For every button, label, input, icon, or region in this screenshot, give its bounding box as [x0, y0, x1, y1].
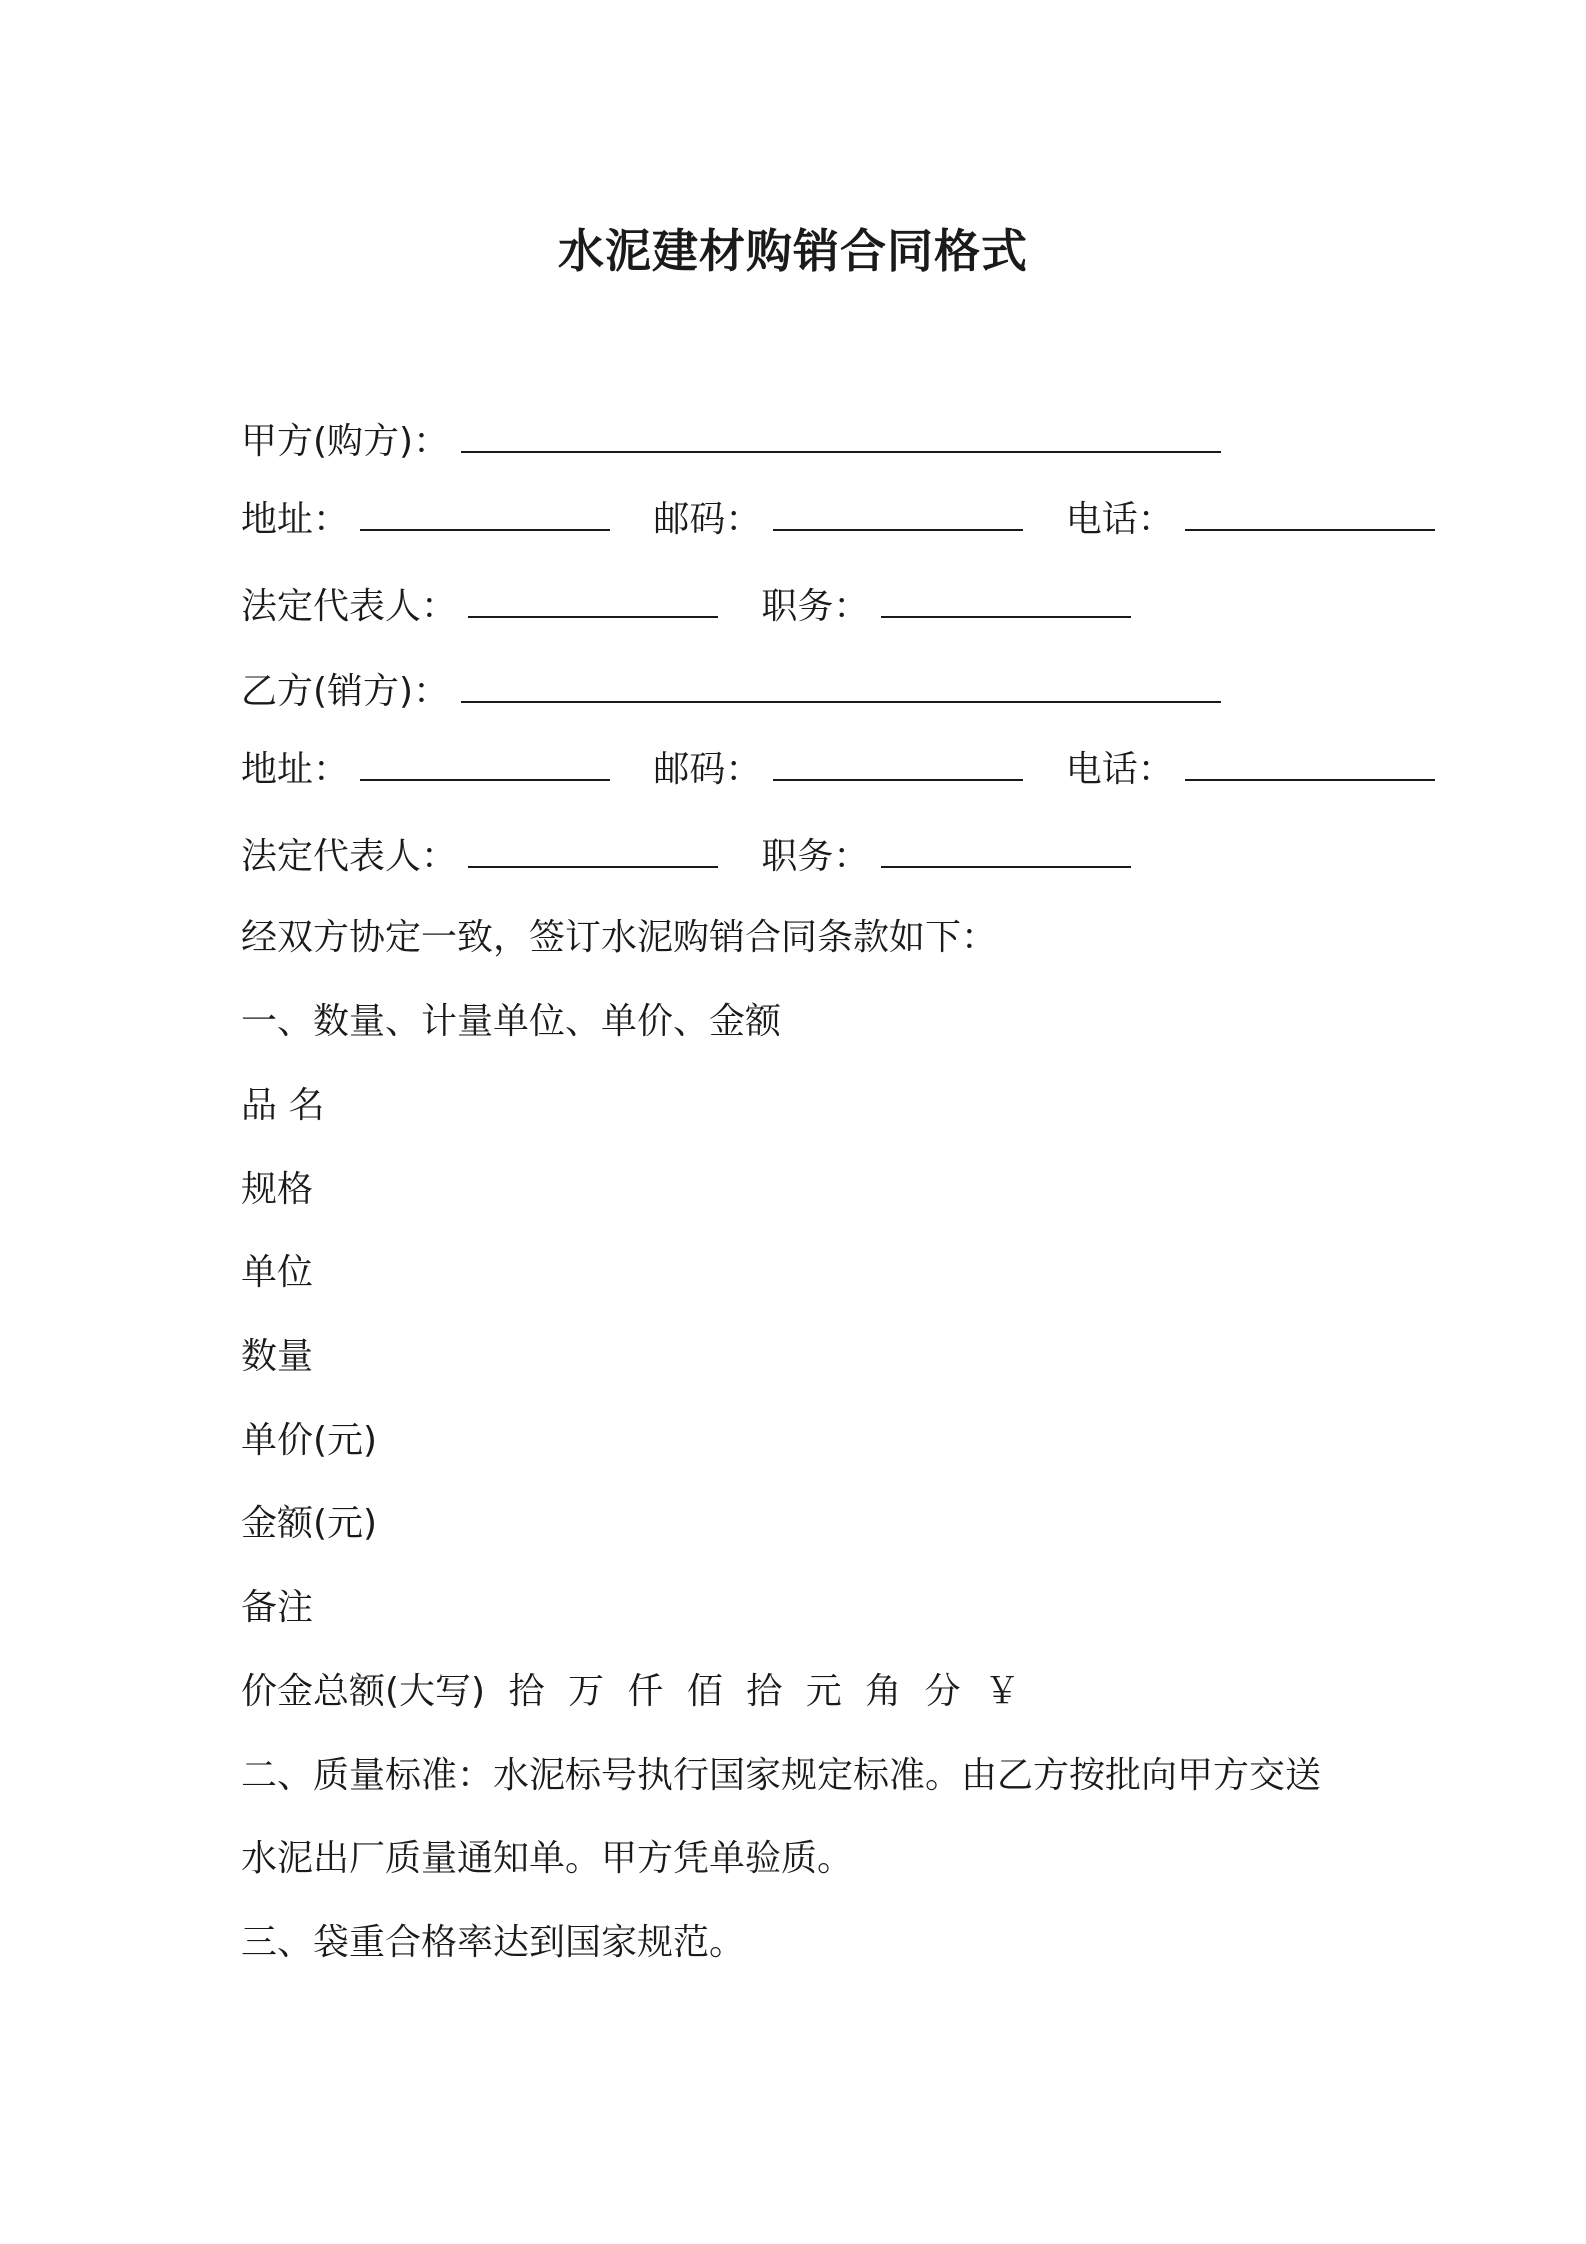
party-b-postcode-label: 邮码：	[653, 749, 762, 790]
party-a-address-blank[interactable]	[360, 499, 610, 531]
intro-text: 经双方协定一致，签订水泥购销合同条款如下：	[241, 917, 998, 958]
section3-text: 三、袋重合格率达到国家规范。	[241, 1922, 746, 1963]
party-b-line	[241, 668, 1221, 716]
item-remark: 备注	[241, 1587, 314, 1628]
party-b-position-label: 职务：	[761, 836, 870, 877]
section2-line-2: 水泥出厂质量通知单。甲方凭单验质。	[241, 1838, 854, 1879]
party-a-label: 甲方(购方)：	[241, 421, 450, 462]
item-quantity: 数量	[241, 1336, 314, 1377]
document-title: 水泥建材购销合同格式	[558, 224, 1028, 278]
party-a-phone-blank[interactable]	[1185, 499, 1435, 531]
party-a-rep-line	[241, 583, 1131, 631]
party-b-rep-line	[241, 833, 1131, 881]
party-b-address-label: 地址：	[241, 749, 350, 790]
total-amount-line: 价金总额(大写) 拾 万 仟 佰 拾 元 角 分 ￥	[241, 1671, 1021, 1712]
item-spec: 规格	[241, 1169, 314, 1210]
item-unit: 单位	[241, 1252, 314, 1293]
party-b-legal-rep-label: 法定代表人：	[241, 836, 458, 877]
party-b-position-blank[interactable]	[881, 836, 1131, 868]
party-a-contact-line	[241, 496, 1435, 544]
party-b-legal-rep-blank[interactable]	[468, 836, 718, 868]
section1-heading: 一、数量、计量单位、单价、金额	[241, 1001, 782, 1042]
party-b-contact-line	[241, 746, 1435, 794]
party-b-phone-blank[interactable]	[1185, 749, 1435, 781]
party-a-position-label: 职务：	[761, 586, 870, 627]
party-b-address-blank[interactable]	[360, 749, 610, 781]
party-b-phone-label: 电话：	[1065, 749, 1174, 790]
party-a-phone-label: 电话：	[1065, 499, 1174, 540]
item-product-name: 品 名	[241, 1085, 325, 1126]
party-a-postcode-label: 邮码：	[653, 499, 762, 540]
party-a-legal-rep-blank[interactable]	[468, 586, 718, 618]
party-a-postcode-blank[interactable]	[773, 499, 1023, 531]
party-a-blank[interactable]	[461, 421, 1221, 453]
party-a-legal-rep-label: 法定代表人：	[241, 586, 458, 627]
party-b-blank[interactable]	[461, 671, 1221, 703]
party-b-postcode-blank[interactable]	[773, 749, 1023, 781]
party-a-line	[241, 418, 1221, 466]
section2-line-1: 二、质量标准：水泥标号执行国家规定标准。由乙方按批向甲方交送	[241, 1755, 1322, 1796]
party-b-label: 乙方(销方)：	[241, 671, 450, 712]
item-amount: 金额(元)	[241, 1503, 378, 1544]
party-a-position-blank[interactable]	[881, 586, 1131, 618]
party-a-address-label: 地址：	[241, 499, 350, 540]
item-unit-price: 单价(元)	[241, 1420, 378, 1461]
